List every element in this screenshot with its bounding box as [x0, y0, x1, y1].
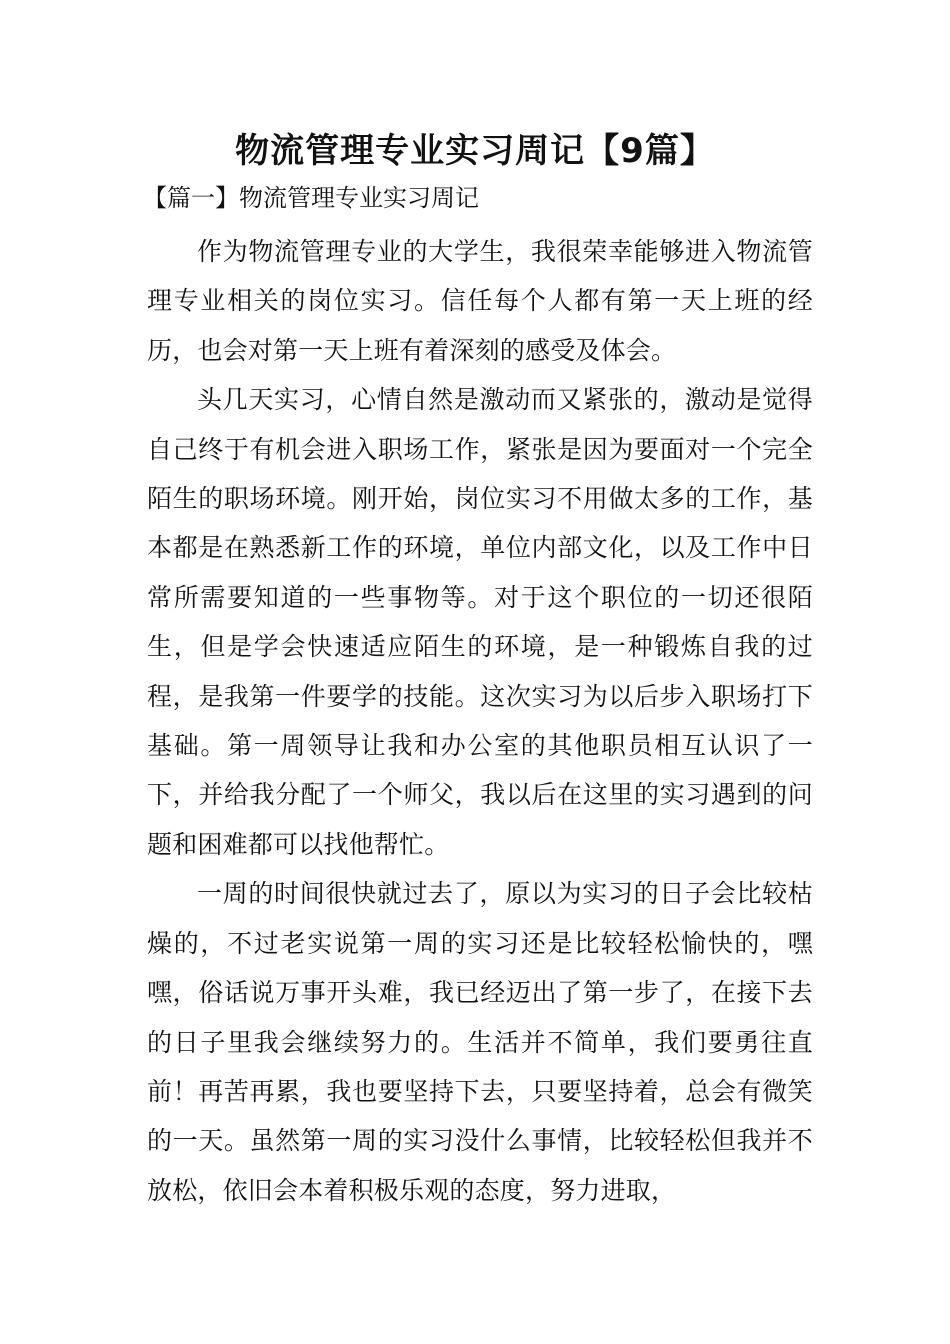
- document-title: 物流管理专业实习周记【9篇】: [235, 131, 715, 171]
- paragraph: 头几天实习，心情自然是激动而又紧张的，激动是觉得自己终于有机会进入职场工作，紧张是因为要面对一个完全陌生的职场环境。刚开始，岗位实习不用做太多的工作，基本都是在熟悉新工作的环境，单位内部文化，以及工作中日常所需要知道的一些事物等。对于这个职位的一切还很陌生，但是学会快速适应陌生的环境，是一种锻炼自我的过程，是我第一件要学的技能。这次实习为以后步入职场打下基础。第一周领导让我和办公室的其他职员相互认识了一下，并给我分配了一个师父，我以后在这里的实习遇到的问题和困难都可以找他帮忙。: [147, 385, 813, 859]
- paragraph: 一周的时间很快就过去了，原以为实习的日子会比较枯燥的，不过老实说第一周的实习还是比较轻松愉快的，嘿嘿，俗话说万事开头难，我已经迈出了第一步了，在接下去的日子里我会继续努力的。生活并不简单，我们要勇往直前！再苦再累，我也要坚持下去，只要坚持着，总会有微笑的一天。虽然第一周的实习没什么事情，比较轻松但我并不放松，依旧会本着积极乐观的态度，努力进取，: [147, 879, 813, 1205]
- paragraph: 作为物流管理专业的大学生，我很荣幸能够进入物流管理专业相关的岗位实习。信任每个人都有第一天上班的经历，也会对第一天上班有着深刻的感受及体会。: [147, 237, 813, 365]
- document-body: [147, 227, 813, 1215]
- section-heading: 【篇一】物流管理专业实习周记: [143, 184, 479, 212]
